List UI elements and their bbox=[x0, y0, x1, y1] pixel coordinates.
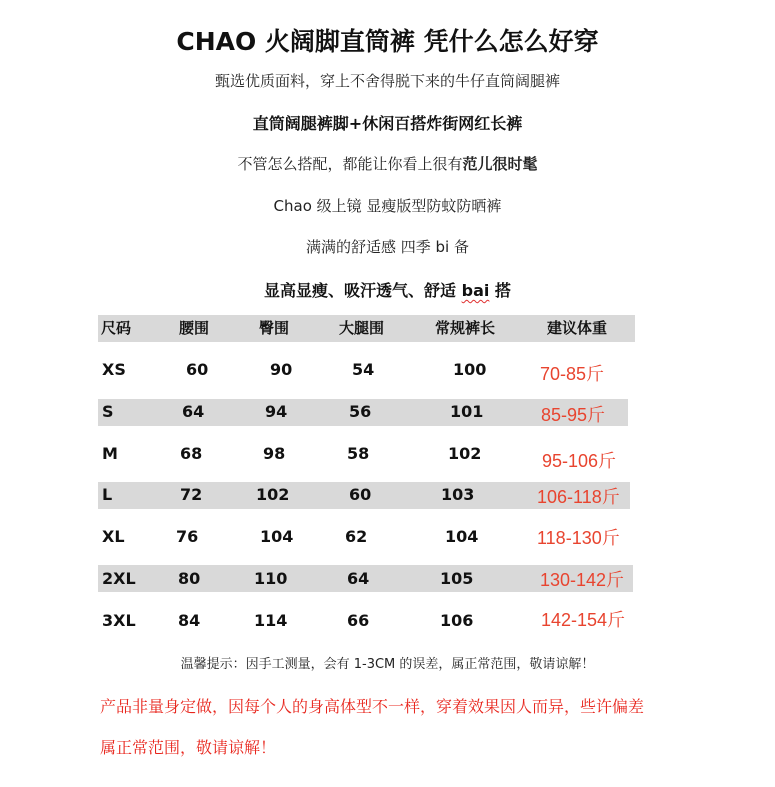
table-row-hip: 98 bbox=[263, 444, 286, 463]
measurement-note: 温馨提示：因手工测量，会有 1-3CM 的误差，属正常范围，敬请谅解！ bbox=[180, 657, 595, 672]
table-row-waist: 84 bbox=[178, 611, 201, 630]
table-row-weight: 85-95斤 bbox=[541, 405, 606, 425]
header-length: 常规裤长 bbox=[435, 319, 496, 337]
table-row-length: 105 bbox=[440, 569, 474, 588]
table-row-waist: 72 bbox=[180, 485, 203, 504]
table-row-size: L bbox=[102, 485, 113, 504]
table-row-hip: 110 bbox=[254, 569, 288, 588]
table-row-hip: 104 bbox=[260, 527, 294, 546]
tagline-comfort: 满满的舒适感 四季 bi 备 bbox=[306, 238, 469, 256]
tagline-fabric: 甄选优质面料，穿上不舍得脱下来的牛仔直筒阔腿裤 bbox=[214, 72, 560, 90]
table-row-waist: 64 bbox=[182, 402, 205, 421]
tagline-camera: Chao 级上镜 显瘦版型防蚊防晒裤 bbox=[273, 197, 502, 215]
table-row-size: XS bbox=[102, 360, 126, 379]
table-row-size: XL bbox=[102, 527, 125, 546]
table-row-thigh: 58 bbox=[347, 444, 370, 463]
table-row-weight: 70-85斤 bbox=[540, 364, 605, 384]
table-row-waist: 80 bbox=[178, 569, 201, 588]
disclaimer-line-1: 产品非量身定做，因每个人的身高体型不一样，穿着效果因人而异，些许偏差 bbox=[100, 697, 645, 716]
tagline-features-wavy: bai bbox=[461, 281, 490, 300]
table-row-size: S bbox=[102, 402, 114, 421]
table-row-weight: 130-142斤 bbox=[540, 570, 625, 590]
table-row-size: 2XL bbox=[102, 569, 136, 588]
table-row-length: 100 bbox=[453, 360, 487, 379]
tagline-features-prefix: 显高显瘦、吸汗透气、舒适 bbox=[264, 281, 462, 300]
tagline-features-suffix: 搭 bbox=[489, 281, 511, 300]
header-waist: 腰围 bbox=[179, 319, 210, 337]
table-row-hip: 114 bbox=[254, 611, 288, 630]
header-weight: 建议体重 bbox=[547, 319, 608, 337]
disclaimer-line-2: 属正常范围，敬请谅解！ bbox=[100, 738, 277, 757]
table-row-thigh: 56 bbox=[349, 402, 372, 421]
table-row-thigh: 60 bbox=[349, 485, 372, 504]
table-row-thigh: 64 bbox=[347, 569, 370, 588]
table-row-size: M bbox=[102, 444, 118, 463]
table-row-thigh: 66 bbox=[347, 611, 370, 630]
table-row-waist: 76 bbox=[176, 527, 199, 546]
table-row-waist: 68 bbox=[180, 444, 203, 463]
tagline-style: 直筒阔腿裤脚+休闲百搭炸街网红长裤 bbox=[252, 114, 523, 133]
table-row-hip: 94 bbox=[265, 402, 288, 421]
table-row-thigh: 62 bbox=[345, 527, 368, 546]
table-row-weight: 106-118斤 bbox=[537, 487, 620, 507]
table-row-length: 101 bbox=[450, 402, 484, 421]
table-row-weight: 142-154斤 bbox=[541, 610, 626, 630]
table-row-length: 104 bbox=[445, 527, 479, 546]
table-row-hip: 102 bbox=[256, 485, 290, 504]
table-row-waist: 60 bbox=[186, 360, 209, 379]
header-size: 尺码 bbox=[101, 319, 132, 337]
tagline-match-prefix: 不管怎么搭配，都能让你看上很有 bbox=[237, 155, 463, 173]
table-row-length: 102 bbox=[448, 444, 482, 463]
table-row-size: 3XL bbox=[102, 611, 136, 630]
header-thigh: 大腿围 bbox=[339, 319, 385, 337]
table-row-hip: 90 bbox=[270, 360, 293, 379]
table-row-weight: 95-106斤 bbox=[542, 451, 617, 471]
table-row-length: 106 bbox=[440, 611, 474, 630]
tagline-match-bold: 范儿很时髦 bbox=[462, 155, 538, 173]
table-row-thigh: 54 bbox=[352, 360, 375, 379]
table-row-weight: 118-130斤 bbox=[537, 528, 620, 548]
tagline-match bbox=[0, 153, 775, 174]
tagline-features bbox=[0, 278, 775, 301]
header-hip: 臀围 bbox=[259, 319, 290, 337]
table-row-length: 103 bbox=[441, 485, 475, 504]
page-title: CHAO 火阔脚直筒裤 凭什么怎么好穿 bbox=[176, 27, 599, 56]
